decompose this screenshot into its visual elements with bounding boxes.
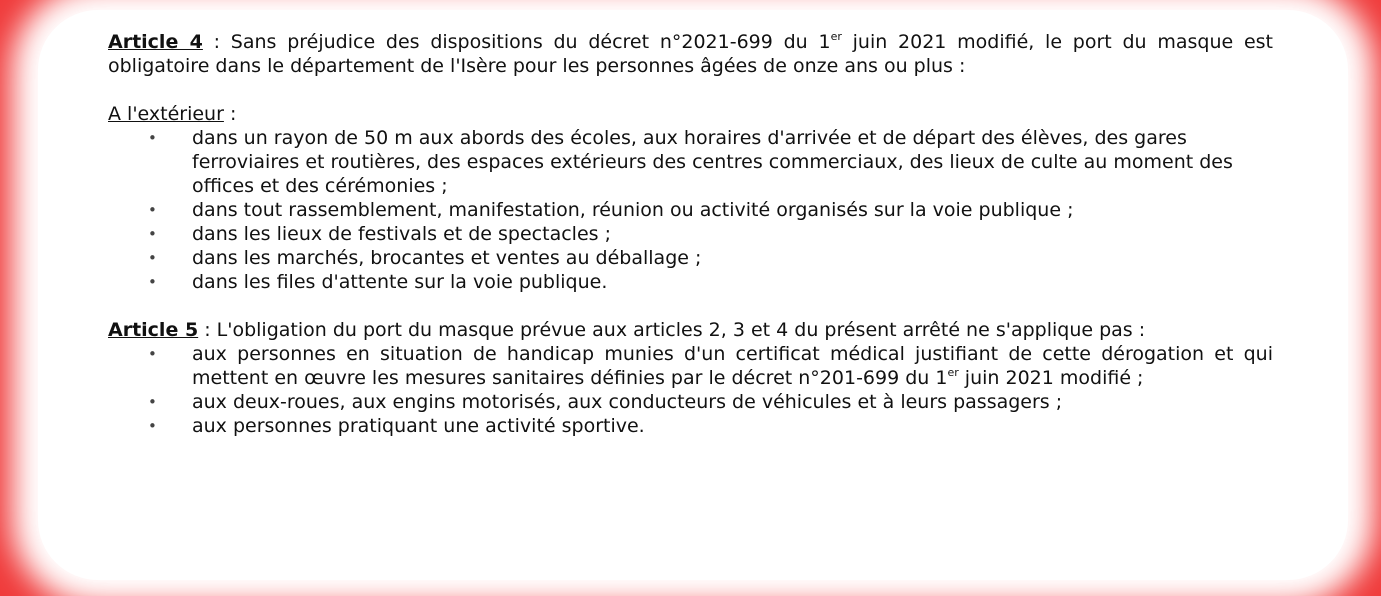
article-5-list [108,342,1273,438]
bullet-icon: • [148,393,157,411]
article-4-text-a: : Sans préjudice des dispositions du décret n°2021-699 du 1 [202,31,831,53]
article-4-paragraph [108,30,1273,78]
outside-suffix: : [223,103,237,125]
article-5-sup: er [947,365,959,379]
article-4-sup: er [830,29,842,43]
article-4-text-b: juin 2021 modifié, le port du masque est obligatoire dans le département de l'Isère pour les personnes âgées de onze ans ou plus : [108,31,1273,77]
bullet-icon: • [148,417,157,435]
article-5-text: : L'obligation du port du masque prévue aux articles 2, 3 et 4 du présent arrêté ne s'applique pas : [198,319,1146,341]
article-5-paragraph [108,318,1273,342]
bullet-icon: • [148,225,157,243]
article-4-label: Article 4 [108,31,203,53]
bullet-icon: • [148,201,157,219]
list-item: • dans les files d'attente sur la voie publique. [148,271,608,293]
list-item: • dans un rayon de 50 m aux abords des écoles, aux horaires d'arrivée et de départ des élèves, des gares ferroviaires et routières, des espaces extérieurs des centres commerciaux, des lieux de culte au moment des offices et des cérémonies ; [148,127,1233,197]
list-item: • dans tout rassemblement, manifestation, réunion ou activité organisés sur la voie publique ; [148,199,1074,221]
bullet-icon: • [148,129,157,147]
bullet-icon: • [148,273,157,291]
list-item: • aux personnes pratiquant une activité sportive. [148,415,645,437]
list-item: • dans les marchés, brocantes et ventes au déballage ; [148,247,702,269]
outside-label: A l'extérieur [108,103,224,125]
article-4-list [108,126,1273,294]
bullet-icon: • [148,249,157,267]
document-content [108,30,1273,438]
list-item: • aux personnes en situation de handicap munies d'un certificat médical justifiant de cette dérogation et qui mettent en œuvre les mesures sanitaires définies par le décret n°201-699 du 1er juin 2021 modifié ; [148,343,1273,389]
list-item: • aux deux-roues, aux engins motorisés, aux conducteurs de véhicules et à leurs passagers ; [148,391,1063,413]
outside-heading [108,102,1273,126]
list-item: • dans les lieux de festivals et de spectacles ; [148,223,611,245]
bullet-icon: • [148,345,157,363]
article-5-label: Article 5 [108,319,199,341]
